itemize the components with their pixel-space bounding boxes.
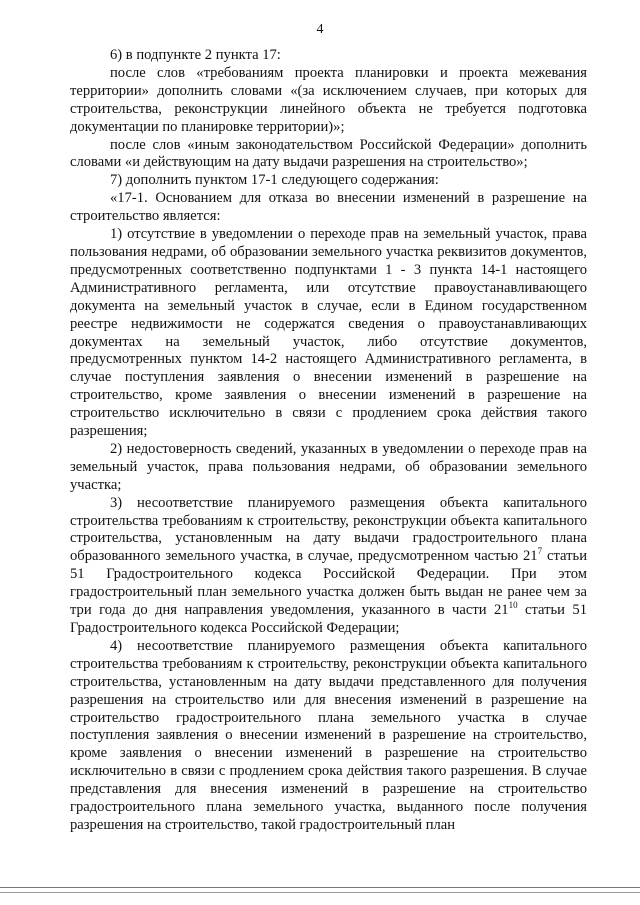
paragraph — [70, 172, 587, 190]
page-number: 4 — [316, 22, 324, 37]
paragraph — [70, 638, 587, 835]
document-body — [70, 47, 587, 835]
paragraph-text: 6) в подпункте 2 пункта 17: — [110, 47, 281, 63]
paragraph — [70, 226, 587, 441]
paragraph — [70, 441, 587, 495]
page-bottom-rule-secondary — [0, 892, 640, 893]
paragraph — [70, 137, 587, 173]
paragraph-text: после слов «требованиям проекта планировки и проекта межевания территории» дополнить словами «(за исключением случаев, при которых для строительства, реконструкции линейного объекта не требуется подготовка документации по планировке территории)»; — [70, 64, 587, 135]
page-bottom-rule — [0, 887, 640, 888]
paragraph — [70, 495, 587, 638]
paragraph-text: после слов «иным законодательством Российской Федерации» дополнить словами «и действующим на дату выдачи разрешения на строительство»; — [70, 136, 587, 171]
paragraph-text: статьи 51 Градостроительного кодекса Российской Федерации. При этом градостроительный план земельного участка должен быть выдан не ранее чем за три года до дня направления уведомления, указанного в части 21 — [70, 548, 587, 619]
superscript-index: 7 — [537, 546, 543, 557]
paragraph — [70, 47, 587, 65]
paragraph-text: статьи 51 Градостроительного кодекса Российской Федерации; — [70, 602, 587, 636]
paragraph-text: «17-1. Основанием для отказа во внесении изменений в разрешение на строительство является: — [70, 190, 587, 225]
paragraph-text: 3) несоответствие планируемого размещения объекта капитального строительства требованиям к строительству, реконструкции объекта капитального строительства, установленным на дату выдачи градостроительного плана образованного земельного участка, в случае, предусмотренном частью 21 — [70, 494, 587, 565]
superscript-index: 10 — [508, 600, 518, 611]
paragraph-text: 1) отсутствие в уведомлении о переходе прав на земельный участок, права пользования недрами, об образовании земельного участка реквизитов документов, предусмотренных соответственно подпунктами 1 - 3 пункта 14-1 настоящего Административного регламента, или отсутствие правоустанавливающего документа на земельный участок в случае, если в Едином государственном реестре недвижимости не содержатся сведения о правоустанавливающих документах на земельный участок, либо отсутствие документов, предусмотренных пунктом 14-2 настоящего Административного регламента, в случае поступления заявления о внесении изменений в разрешение на строительство, кроме заявления о внесении изменений в разрешение на строительство исключительно в связи с продлением срока действия такого разрешения; — [70, 226, 587, 440]
paragraph — [70, 65, 587, 137]
paragraph — [70, 190, 587, 226]
paragraph-text: 2) недостоверность сведений, указанных в уведомлении о переходе прав на земельный участок, права пользования недрами, об образовании земельного участка; — [70, 440, 587, 493]
paragraph-text: 4) несоответствие планируемого размещения объекта капитального строительства требованиям к строительству, реконструкции объекта капитального строительства, установленным на дату выдачи представленного для получения разрешения на строительство или для внесения изменений в разрешение на строительство градостроительного плана земельного участка в случае поступления заявления о внесении изменений в разрешение на строительство, кроме заявления о внесении изменений в разрешение на строительство исключительно в связи с продлением срока действия такого разрешения. В случае представления для внесения изменений в разрешение на строительство градостроительного плана земельного участка, выданного после получения разрешения на строительство, такой градостроительный план — [70, 637, 587, 833]
paragraph-text: 7) дополнить пунктом 17-1 следующего содержания: — [110, 172, 439, 189]
